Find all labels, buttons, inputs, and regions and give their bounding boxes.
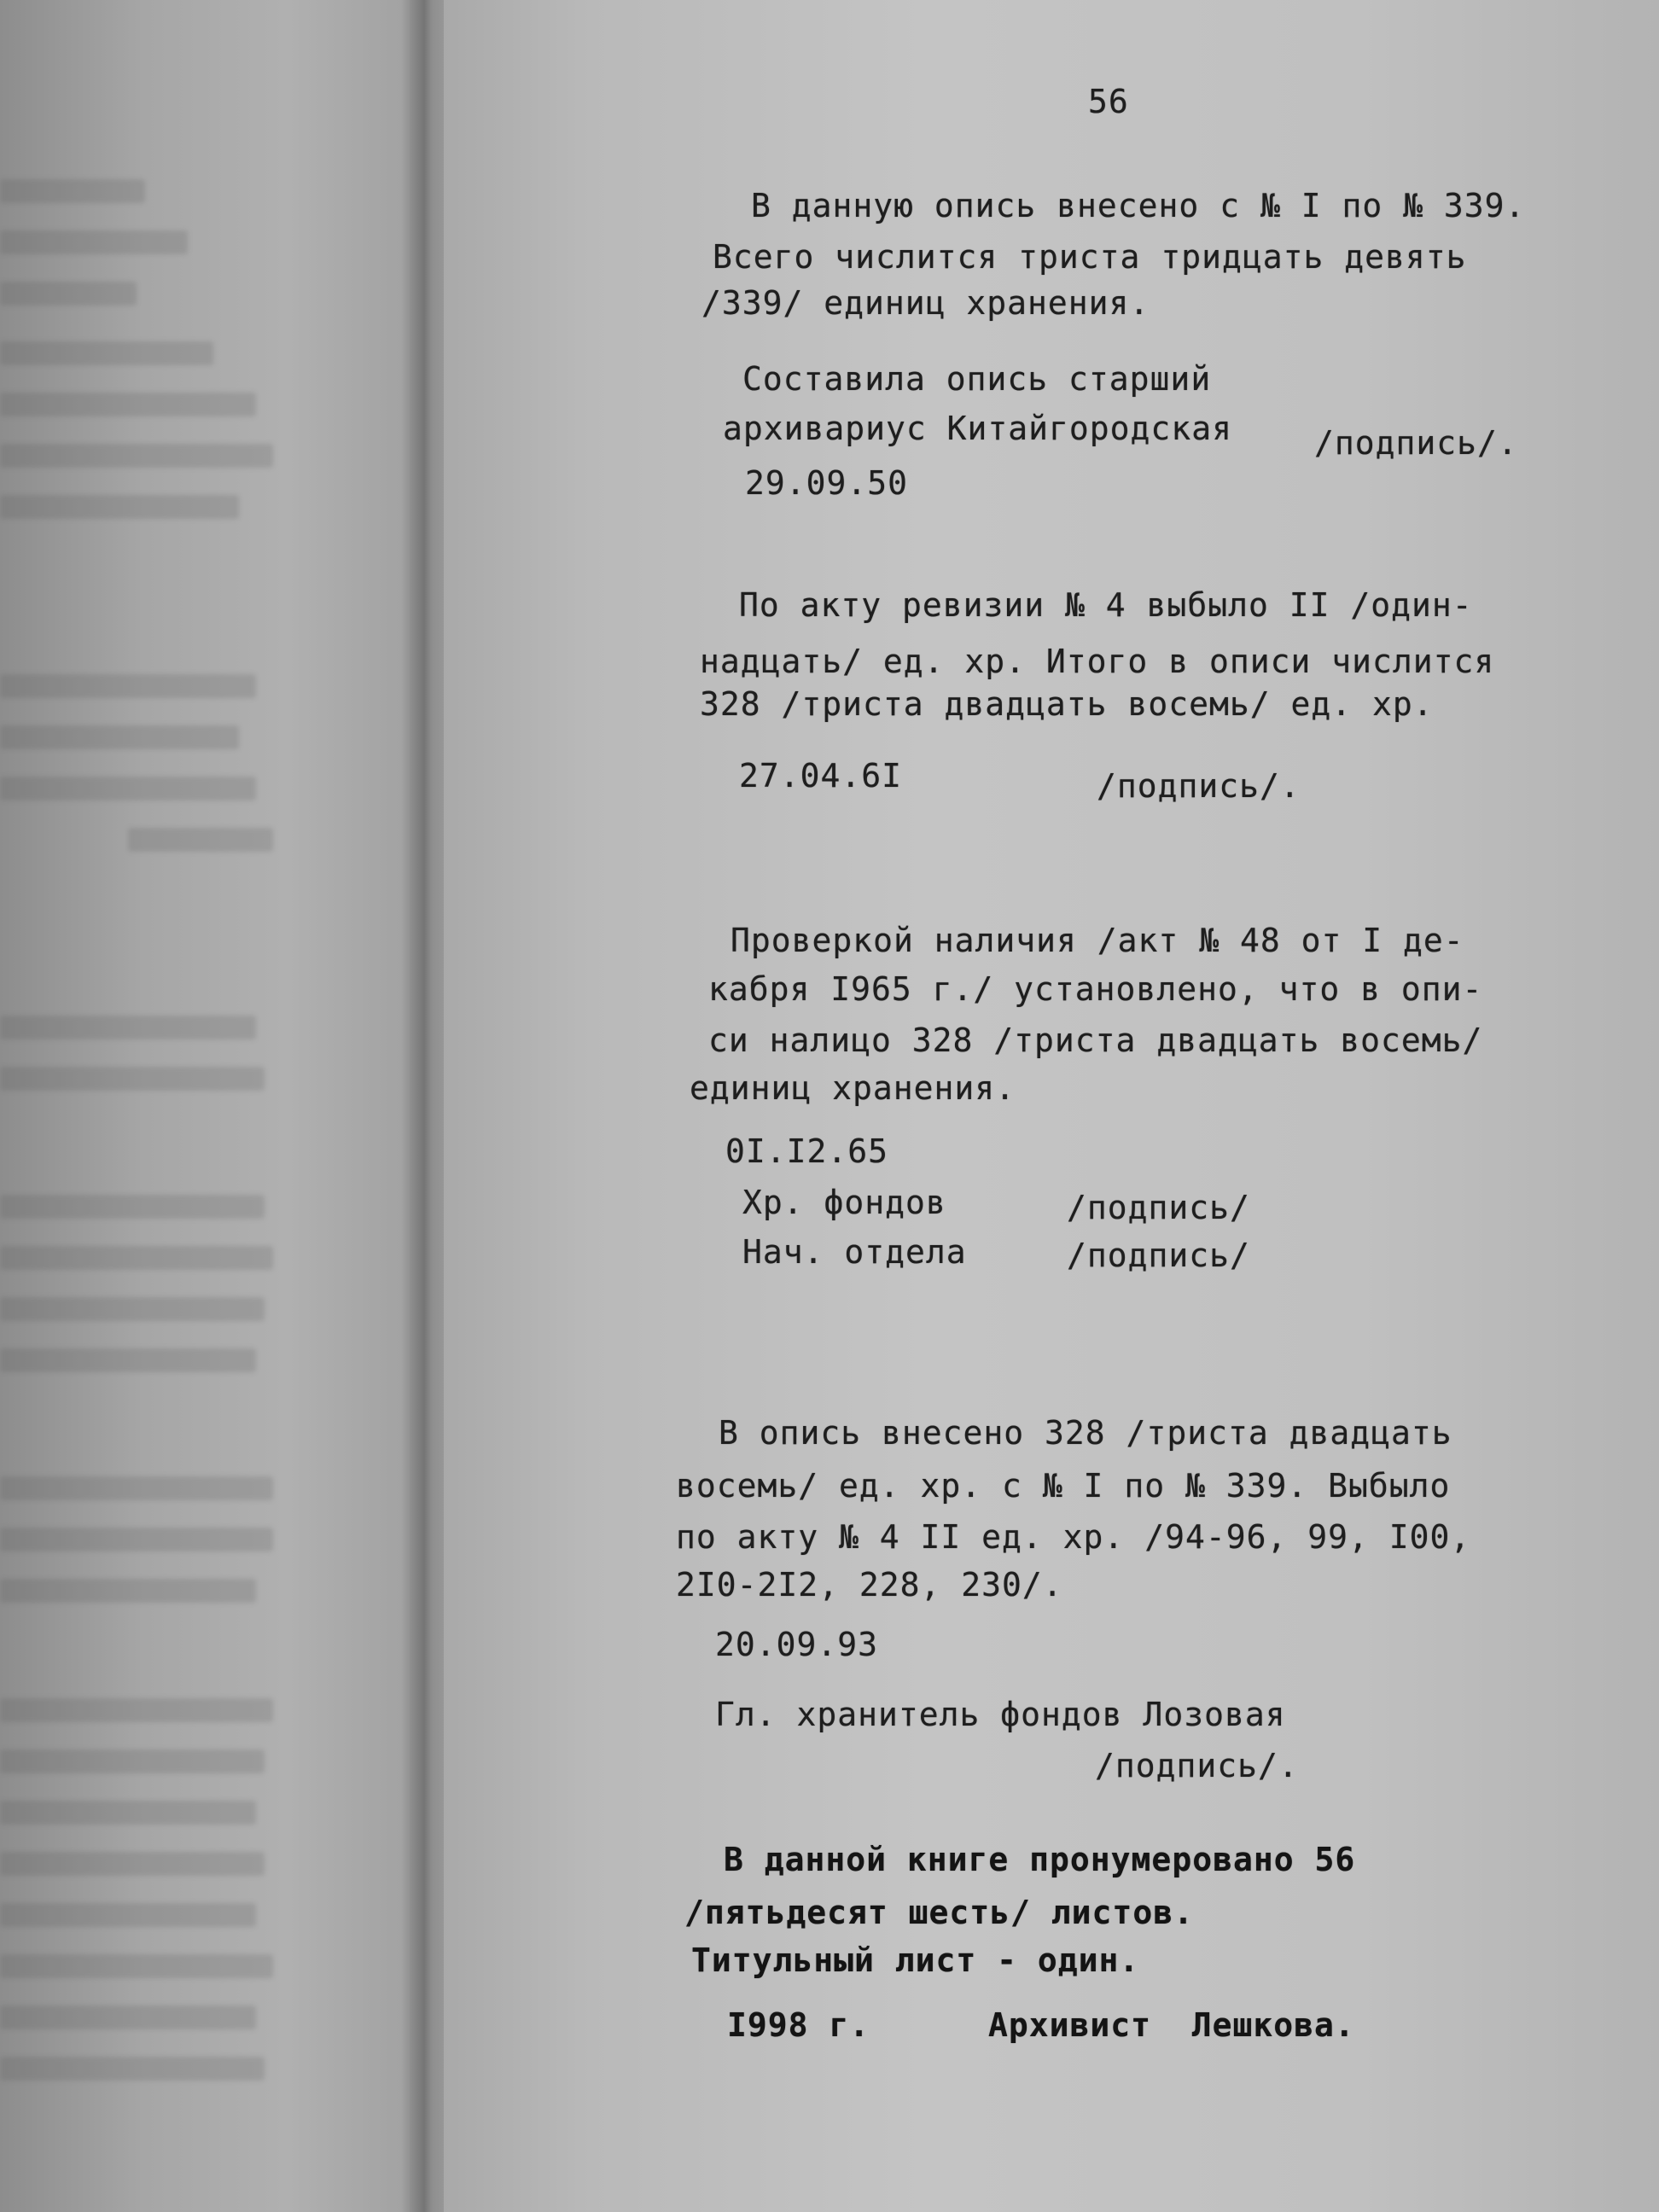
department-head-role: Нач. отдела [742,1233,967,1271]
current-page [444,0,1659,2212]
revision-act-line: По акту ревизии № 4 выбыло II /один- [739,586,1473,624]
check-act-line: Проверкой наличия /акт № 48 от I де- [731,922,1464,959]
fund-keeper-signature: /подпись/ [1067,1189,1250,1226]
fund-keeper-role: Хр. фондов [742,1184,946,1221]
removed-numbers-line: 2I0-2I2, 228, 230/. [676,1566,1063,1604]
compiler-title: Составила опись старший [742,360,1212,398]
check-date: 0I.I2.65 [725,1132,889,1170]
compiler-signature: /подпись/. [1314,424,1518,462]
revision-units-line: 328 /триста двадцать восемь/ ед. хр. [700,685,1434,723]
removed-items-line: по акту № 4 II ед. хр. /94-96, 99, I00, [676,1518,1471,1556]
department-head-signature: /подпись/ [1067,1237,1250,1274]
chief-keeper: Гл. хранитель фондов Лозовая [715,1696,1286,1733]
entered-range-line: восемь/ ед. хр. с № I по № 339. Выбыло [676,1467,1451,1505]
inventory-range-line: В данную опись внесено с № I по № 339. [751,187,1526,224]
revision-date: 27.04.6I [739,757,903,795]
entry-date: 20.09.93 [715,1626,879,1663]
check-present-line: си налицо 328 /триста двадцать восемь/ [708,1022,1483,1059]
archivist-name: Архивист Лешкова. [988,2006,1355,2044]
entered-count-line: В опись внесено 328 /триста двадцать [719,1414,1452,1452]
inventory-total-line: Всего числится триста тридцать девять [713,238,1467,276]
page-number: 56 [1088,83,1129,120]
revision-total-line: надцать/ ед. хр. Итого в описи числится [700,643,1495,680]
compiled-date: 29.09.50 [745,464,909,502]
final-year: I998 г. [727,2006,870,2044]
check-date-line: кабря I965 г./ установлено, что в опи- [708,970,1483,1008]
inventory-units-line: /339/ единиц хранения. [701,284,1150,322]
title-sheet-line: Титульный лист - один. [691,1941,1140,1979]
compiler-name: архивариус Китайгородская [723,410,1232,447]
previous-page [0,0,410,2212]
book-pages-words: /пятьдесят шесть/ листов. [684,1894,1194,1931]
check-units-line: единиц хранения. [690,1069,1016,1107]
revision-signature: /подпись/. [1097,767,1301,805]
book-pages-line: В данной книге пронумеровано 56 [724,1841,1356,1878]
chief-keeper-signature: /подпись/. [1095,1747,1299,1784]
